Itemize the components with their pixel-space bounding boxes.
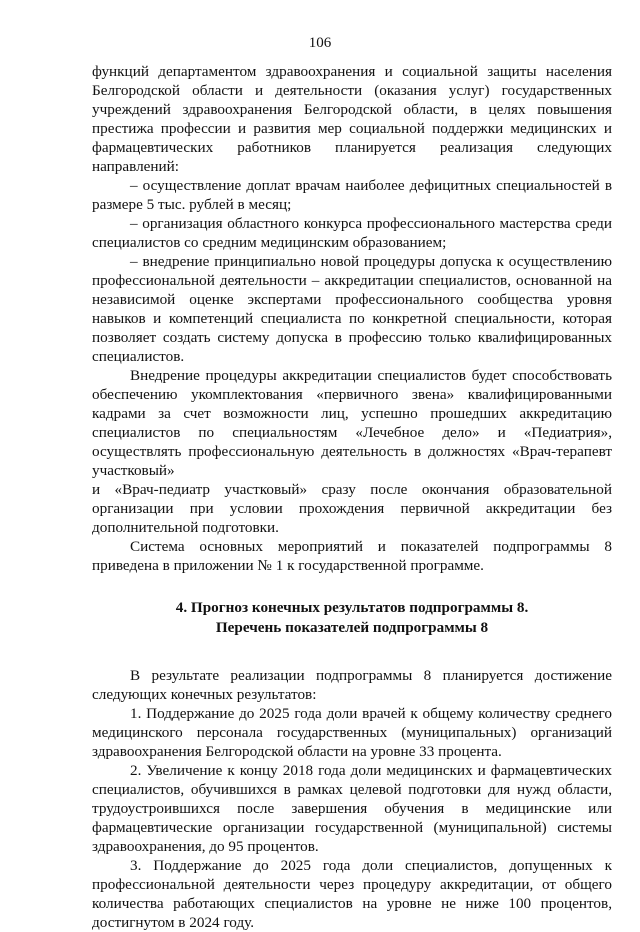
paragraph-accreditation-continued: и «Врач-педиатр участковый» сразу после окончания образовательной организации при условии прохождения первичной аккредитации без дополнительной подготовки. xyxy=(92,481,612,536)
list-item-bonus-payments: – осуществление доплат врачам наиболее дефицитных специальностей в размере 5 тыс. рублей в месяц; xyxy=(92,177,612,213)
section-heading-line-1: 4. Прогноз конечных результатов подпрограммы 8. xyxy=(175,599,529,616)
result-item-3: 3. Поддержание до 2025 года доли специалистов, допущенных к профессиональной деятельности через процедуру аккредитации, от общего количества работающих специалистов на уровне не ниже 100 процентов, достигнутом в 2024 году. xyxy=(92,857,612,931)
paragraph-system-of-measures: Система основных мероприятий и показателей подпрограммы 8 приведена в приложении № 1 к государственной программе. xyxy=(92,538,612,574)
list-item-accreditation: – внедрение принципиально новой процедуры допуска к осуществлению профессиональной деятельности – аккредитации специалистов, основанной на независимой оценке экспертами профессионального сообщества уровня навыков и компетенций специалиста по конкретной специальности, которая позволяет создать систему допуска в профессию только квалифицированных специалистов. xyxy=(92,253,612,365)
page-number: 106 xyxy=(308,35,332,51)
paragraph-accreditation-benefits: Внедрение процедуры аккредитации специалистов будет способствовать обеспечению укомплектования «первичного звена» квалифицированными кадрами за счет возможности лиц, успешно прошедших аккредитацию специалистов по специальностям «Лечебное дело» и «Педиатрия», осуществлять профессиональную деятельность в должностях «Врач-терапевт участковый» xyxy=(92,367,612,479)
paragraph-results-intro: В результате реализации подпрограммы 8 планируется достижение следующих конечных результатов: xyxy=(92,667,612,703)
result-item-1: 1. Поддержание до 2025 года доли врачей к общему количеству среднего медицинского персонала государственных (муниципальных) организаций здравоохранения Белгородской области на уровне 33 процента. xyxy=(92,705,612,760)
document-body xyxy=(92,62,612,932)
section-heading-line-2: Перечень показателей подпрограммы 8 xyxy=(215,619,489,636)
list-item-regional-contest: – организация областного конкурса профессионального мастерства среди специалистов со средним медицинским образованием; xyxy=(92,215,612,251)
result-item-2: 2. Увеличение к концу 2018 года доли медицинских и фармацевтических специалистов, обучившихся в рамках целевой подготовки для нужд области, трудоустроившихся после завершения обучения в медицинские или фармацевтические организации государственной (муниципальной) системы здравоохранения, до 95 процентов. xyxy=(92,762,612,855)
section-heading xyxy=(92,598,612,638)
paragraph-intro: функций департаментом здравоохранения и социальной защиты населения Белгородской области и деятельности (оказания услуг) государственных учреждений здравоохранения Белгородской области, в целях повышения престижа профессии и развития мер социальной поддержки медицинских и фармацевтических работников планируется реализация следующих направлений: xyxy=(92,63,612,175)
